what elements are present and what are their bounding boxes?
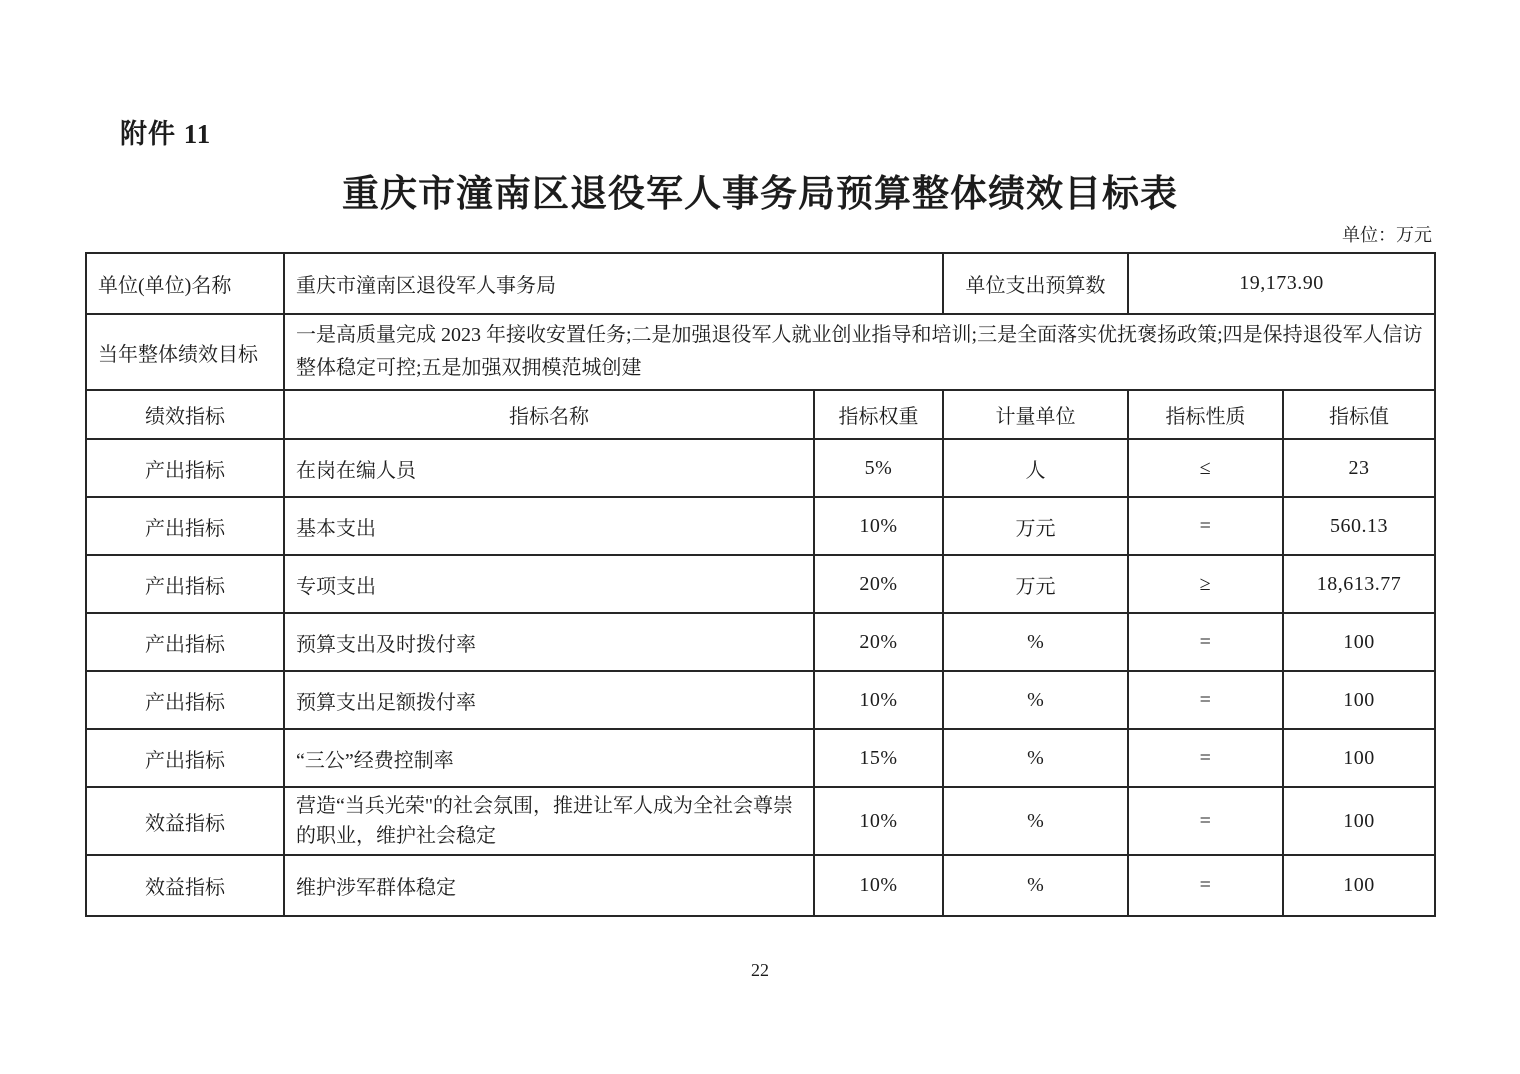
indicator-value-cell: 18,613.77 [1283, 555, 1435, 613]
header-indicator-weight: 指标权重 [814, 390, 943, 439]
indicator-name-cell: 维护涉军群体稳定 [284, 855, 814, 916]
budget-label-cell: 单位支出预算数 [943, 253, 1128, 314]
measure-unit-cell: % [943, 855, 1128, 916]
indicator-weight-cell: 20% [814, 613, 943, 671]
table-row [86, 613, 1435, 671]
attachment-label: 附件 11 [120, 119, 212, 149]
indicator-nature-cell: = [1128, 729, 1283, 787]
unit-name-value-cell: 重庆市潼南区退役军人事务局 [284, 253, 943, 314]
page-title: 重庆市潼南区退役军人事务局预算整体绩效目标表 [342, 174, 1178, 215]
indicator-category-cell: 产出指标 [86, 613, 284, 671]
header-indicator-nature: 指标性质 [1128, 390, 1283, 439]
annual-goal-value-cell: 一是高质量完成 2023 年接收安置任务;二是加强退役军人就业创业指导和培训;三是全面落实优抚褒扬政策;四是保持退役军人信访整体稳定可控;五是加强双拥模范城创建 [284, 314, 1435, 390]
unit-info-row [86, 253, 1435, 314]
indicator-category-cell: 效益指标 [86, 787, 284, 855]
indicator-nature-cell: = [1128, 855, 1283, 916]
indicator-value-cell: 23 [1283, 439, 1435, 497]
measure-unit-cell: 万元 [943, 555, 1128, 613]
indicator-category-cell: 产出指标 [86, 555, 284, 613]
header-indicator-category: 绩效指标 [86, 390, 284, 439]
indicator-value-cell: 100 [1283, 787, 1435, 855]
indicator-value-cell: 100 [1283, 613, 1435, 671]
indicator-nature-cell: = [1128, 671, 1283, 729]
table-row [86, 497, 1435, 555]
annual-goal-row [86, 314, 1435, 390]
indicator-name-cell: “三公”经费控制率 [284, 729, 814, 787]
indicator-value-cell: 100 [1283, 671, 1435, 729]
indicator-category-cell: 产出指标 [86, 671, 284, 729]
page-number: 22 [751, 960, 769, 980]
indicator-weight-cell: 10% [814, 855, 943, 916]
indicator-name-cell: 在岗在编人员 [284, 439, 814, 497]
measure-unit-cell: 人 [943, 439, 1128, 497]
indicator-weight-cell: 5% [814, 439, 943, 497]
unit-note: 单位：万元 [1342, 225, 1432, 245]
indicator-name-cell: 营造“当兵光荣"的社会氛围，推进让军人成为全社会尊崇的职业，维护社会稳定 [284, 787, 814, 855]
measure-unit-cell: % [943, 787, 1128, 855]
annual-goal-label-cell: 当年整体绩效目标 [86, 314, 284, 390]
indicator-name-cell: 预算支出足额拨付率 [284, 671, 814, 729]
indicator-nature-cell: = [1128, 787, 1283, 855]
indicator-category-cell: 产出指标 [86, 729, 284, 787]
indicator-name-cell: 基本支出 [284, 497, 814, 555]
indicator-name-cell: 预算支出及时拨付率 [284, 613, 814, 671]
indicator-value-cell: 100 [1283, 855, 1435, 916]
table-row [86, 439, 1435, 497]
indicator-weight-cell: 10% [814, 497, 943, 555]
header-indicator-value: 指标值 [1283, 390, 1435, 439]
unit-name-label-cell: 单位(单位)名称 [86, 253, 284, 314]
indicator-nature-cell: ≤ [1128, 439, 1283, 497]
indicator-nature-cell: ≥ [1128, 555, 1283, 613]
table-header-row [86, 390, 1435, 439]
measure-unit-cell: % [943, 613, 1128, 671]
table-row [86, 855, 1435, 916]
measure-unit-cell: % [943, 729, 1128, 787]
table-row [86, 787, 1435, 855]
indicator-name-cell: 专项支出 [284, 555, 814, 613]
header-measure-unit: 计量单位 [943, 390, 1128, 439]
table-row [86, 671, 1435, 729]
measure-unit-cell: 万元 [943, 497, 1128, 555]
indicator-nature-cell: = [1128, 613, 1283, 671]
header-indicator-name: 指标名称 [284, 390, 814, 439]
table-row [86, 729, 1435, 787]
indicator-weight-cell: 10% [814, 671, 943, 729]
indicator-category-cell: 效益指标 [86, 855, 284, 916]
indicator-value-cell: 560.13 [1283, 497, 1435, 555]
budget-value-cell: 19,173.90 [1128, 253, 1435, 314]
indicator-nature-cell: = [1128, 497, 1283, 555]
indicator-category-cell: 产出指标 [86, 439, 284, 497]
measure-unit-cell: % [943, 671, 1128, 729]
indicator-weight-cell: 20% [814, 555, 943, 613]
indicator-value-cell: 100 [1283, 729, 1435, 787]
performance-target-table [85, 252, 1436, 917]
indicator-weight-cell: 15% [814, 729, 943, 787]
indicator-category-cell: 产出指标 [86, 497, 284, 555]
indicator-weight-cell: 10% [814, 787, 943, 855]
table-row [86, 555, 1435, 613]
